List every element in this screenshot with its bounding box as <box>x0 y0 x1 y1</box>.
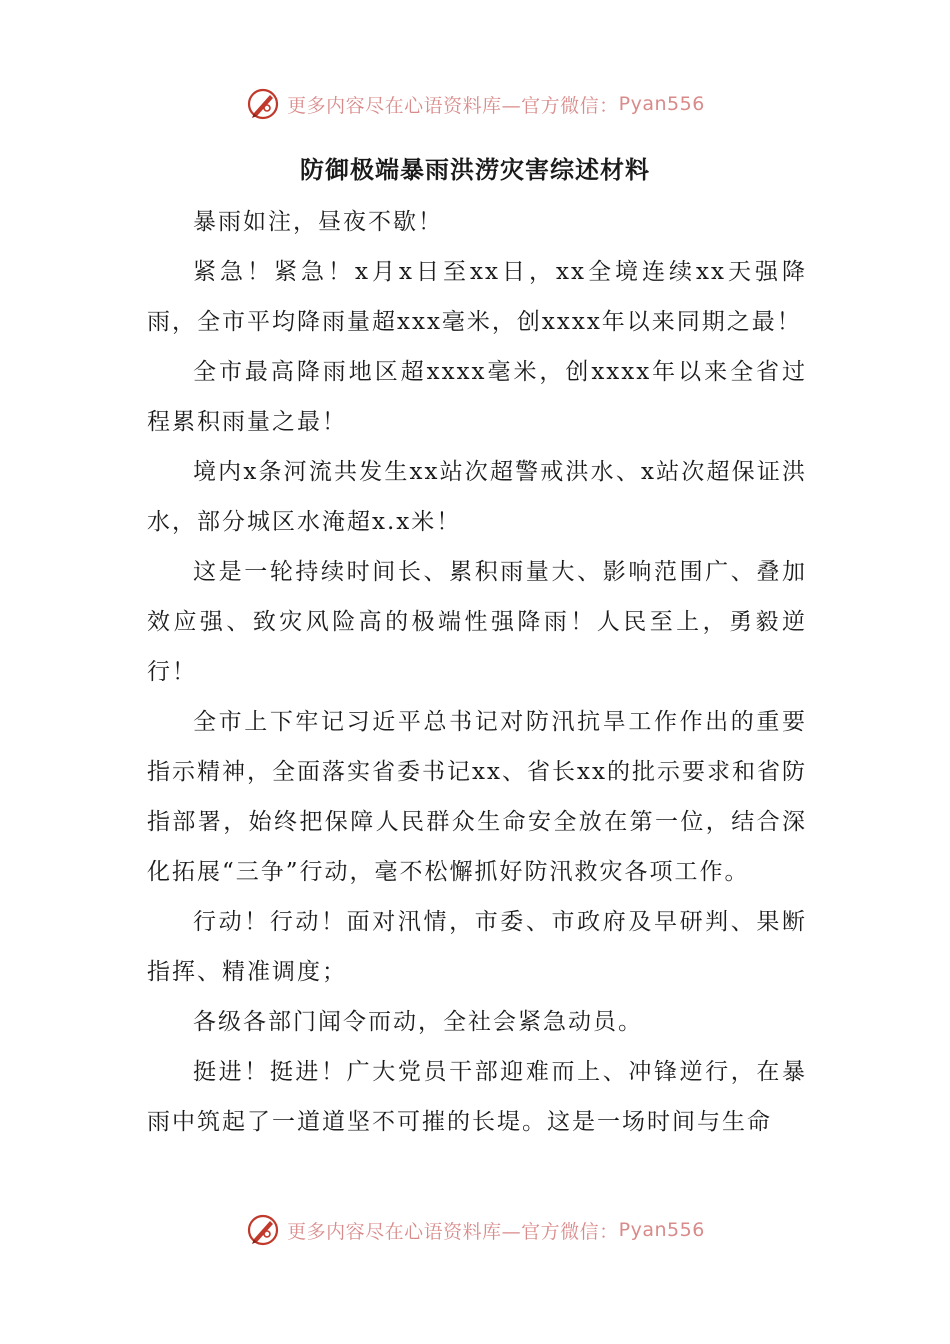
document-title: 防御极端暴雨洪涝灾害综述材料 <box>300 155 650 184</box>
pen-circle-logo-icon <box>245 86 281 122</box>
footer-watermark <box>0 1210 950 1250</box>
paragraph: 各级各部门闻令而动，全社会紧急动员。 <box>193 1009 643 1035</box>
paragraph: 全市最高降雨地区超xxxx毫米，创xxxx年以来全省过程累积雨量之最！ <box>147 359 807 435</box>
pen-circle-logo-icon <box>245 1212 281 1248</box>
header-watermark <box>0 84 950 124</box>
watermark-wechat-id: Pyan556 <box>618 1219 705 1241</box>
paragraph: 挺进！挺进！广大党员干部迎难而上、冲锋逆行，在暴雨中筑起了一道道坚不可摧的长堤。这是一场时间与生命 <box>147 1059 807 1135</box>
paragraph: 境内x条河流共发生xx站次超警戒洪水、x站次超保证洪水，部分城区水淹超x.x米！ <box>147 459 807 535</box>
document-body <box>147 197 807 1147</box>
watermark-wechat-id: Pyan556 <box>618 93 705 115</box>
paragraph: 行动！行动！面对汛情，市委、市政府及早研判、果断指挥、精准调度； <box>147 909 807 985</box>
paragraph: 紧急！紧急！x月x日至xx日，xx全境连续xx天强降雨，全市平均降雨量超xxx毫米，创xxxx年以来同期之最！ <box>147 259 807 335</box>
paragraph: 暴雨如注，昼夜不歇！ <box>193 209 443 235</box>
watermark-text: 更多内容尽在心语资料库—官方微信： <box>287 94 619 117</box>
paragraph: 这是一轮持续时间长、累积雨量大、影响范围广、叠加效应强、致灾风险高的极端性强降雨！人民至上，勇毅逆行！ <box>147 559 807 685</box>
watermark-text: 更多内容尽在心语资料库—官方微信： <box>287 1220 619 1243</box>
paragraph: 全市上下牢记习近平总书记对防汛抗旱工作作出的重要指示精神，全面落实省委书记xx、省长xx的批示要求和省防指部署，始终把保障人民群众生命安全放在第一位，结合深化拓展“三争”行动，毫不松懈抓好防汛救灾各项工作。 <box>147 709 807 885</box>
